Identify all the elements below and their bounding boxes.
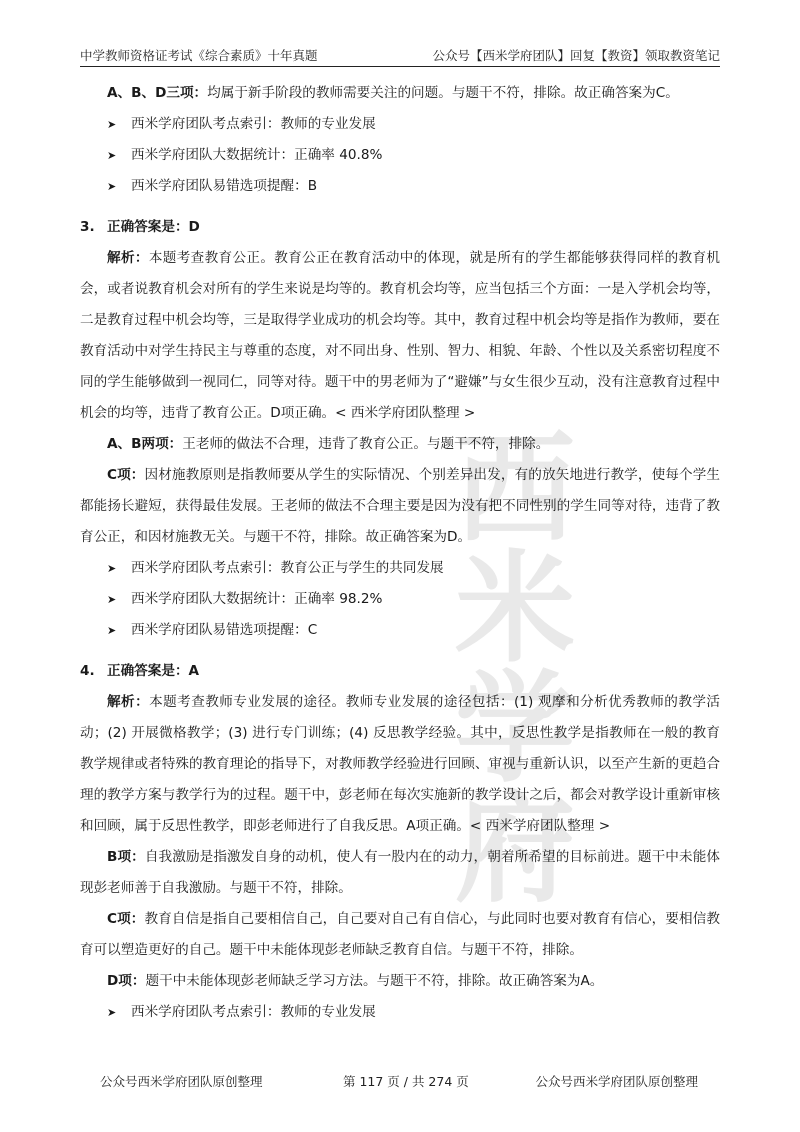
bullet-text: 西米学府团队考点索引：教师的专业发展 xyxy=(131,116,376,132)
arrow-bullet-icon: ➤ xyxy=(107,1006,117,1019)
paragraph xyxy=(80,966,720,997)
paragraph-lead: B项： xyxy=(107,849,145,865)
bullet-item xyxy=(80,171,720,202)
footer-right: 公众号西米学府团队原创整理 xyxy=(535,1074,698,1089)
bullet-text: 西米学府团队大数据统计：正确率 40.8% xyxy=(131,147,383,163)
spacer xyxy=(80,646,720,656)
arrow-bullet-icon: ➤ xyxy=(107,593,117,606)
bullet-item xyxy=(80,997,720,1028)
bullet-text: 西米学府团队考点索引：教师的专业发展 xyxy=(131,1004,376,1020)
paragraph-text: 题干中未能体现彭老师缺乏学习方法。与题干不符，排除。故正确答案为A。 xyxy=(145,973,604,989)
paragraph-lead: C项： xyxy=(107,467,145,483)
paragraph xyxy=(80,842,720,904)
paragraph-lead: A、B两项： xyxy=(107,436,183,452)
paragraph xyxy=(80,243,720,429)
header-book-title: 中学教师资格证考试《综合素质》十年真题 xyxy=(80,48,318,63)
paragraph xyxy=(80,687,720,842)
document-body xyxy=(80,78,720,1028)
bullet-text: 西米学府团队考点索引：教育公正与学生的共同发展 xyxy=(131,560,444,576)
watermark-logo: 西米 学府 xyxy=(455,420,575,919)
paragraph-lead: 解析： xyxy=(107,250,149,266)
paragraph-text: 教育自信是指自己要相信自己，自己要对自己有自信心，与此同时也要对教育有信心，要相信教育可以塑造更好的自己。题干中未能体现彭老师缺乏教育自信。与题干不符，排除。 xyxy=(80,911,720,958)
paragraph-text: 王老师的做法不合理，违背了教育公正。与题干不符，排除。 xyxy=(182,436,550,452)
paragraph-text: 因材施教原则是指教师要从学生的实际情况、个别差异出发，有的放矢地进行教学，使每个学生都能扬长避短，获得最佳发展。王老师的做法不合理主要是因为没有把不同性别的学生同等对待，违背了教育公正，和因材施教无关。与题干不符，排除。故正确答案为D。 xyxy=(80,467,720,545)
paragraph-text: 本题考查教师专业发展的途径。教师专业发展的途径包括：(1) 观摩和分析优秀教师的教学活动；(2) 开展微格教学；(3) 进行专门训练；(4) 反思教学经验。其中，反思性教学是指教师在一般的教育教学规律或者特殊的教育理论的指导下，对教师教学经验进行回顾、审视与重新认识，以至产生新的更趋合理的教学方案与教学行为的过程。题干中，彭老师在每次实施新的教学设计之后，都会对教学设计重新审核和回顾，属于反思性教学，即彭老师进行了自我反思。A项正确。< 西米学府团队整理 > xyxy=(80,694,721,834)
paragraph-lead: A、B、D三项： xyxy=(107,85,208,101)
paragraph xyxy=(80,460,720,553)
paragraph-text: 均属于新手阶段的教师需要关注的问题。与题干不符，排除。故正确答案为C。 xyxy=(207,85,679,101)
answer-text: 正确答案是：D xyxy=(107,219,200,235)
answer-heading xyxy=(80,656,720,687)
answer-text: 正确答案是：A xyxy=(107,663,200,679)
bullet-item xyxy=(80,140,720,171)
bullet-item xyxy=(80,615,720,646)
arrow-bullet-icon: ➤ xyxy=(107,562,117,575)
bullet-text: 西米学府团队易错选项提醒：B xyxy=(131,178,318,194)
arrow-bullet-icon: ➤ xyxy=(107,180,117,193)
arrow-bullet-icon: ➤ xyxy=(107,624,117,637)
header-promo: 公众号【西米学府团队】回复【教资】领取教资笔记 xyxy=(432,48,720,63)
bullet-item xyxy=(80,584,720,615)
bullet-item xyxy=(80,109,720,140)
paragraph xyxy=(80,429,720,460)
arrow-bullet-icon: ➤ xyxy=(107,118,117,131)
arrow-bullet-icon: ➤ xyxy=(107,149,117,162)
bullet-text: 西米学府团队易错选项提醒：C xyxy=(131,622,318,638)
paragraph-lead: D项： xyxy=(107,973,146,989)
page-number: 第 117 页 / 共 274 页 xyxy=(343,1074,469,1089)
question-number: 3. xyxy=(80,219,95,235)
footer-left: 公众号西米学府团队原创整理 xyxy=(100,1074,263,1089)
paragraph xyxy=(80,78,720,109)
page-header xyxy=(80,40,720,67)
bullet-text: 西米学府团队大数据统计：正确率 98.2% xyxy=(131,591,383,607)
answer-heading xyxy=(80,212,720,243)
question-number: 4. xyxy=(80,663,95,679)
paragraph-lead: 解析： xyxy=(107,694,150,710)
paragraph-lead: C项： xyxy=(107,911,145,927)
spacer xyxy=(80,202,720,212)
paragraph xyxy=(80,904,720,966)
paragraph-text: 自我激励是指激发自身的动机，使人有一股内在的动力，朝着所希望的目标前进。题干中未能体现彭老师善于自我激励。与题干不符，排除。 xyxy=(80,849,720,896)
paragraph-text: 本题考查教育公正。教育公正在教育活动中的体现，就是所有的学生都能够获得同样的教育机会，或者说教育机会对所有的学生来说是均等的。教育机会均等，应当包括三个方面：一是入学机会均等，二是教育过程中机会均等，三是取得学业成功的机会均等。其中，教育过程中机会均等是指作为教师，要在教育活动中对学生持民主与尊重的态度，对不同出身、性别、智力、相貌、年龄、个性以及关系密切程度不同的学生能够做到一视同仁，同等对待。题干中的男老师为了“避嫌”与女生很少互动，没有注意教育过程中机会的均等，违背了教育公正。D项正确。< 西米学府团队整理 > xyxy=(80,250,721,421)
bullet-item xyxy=(80,553,720,584)
